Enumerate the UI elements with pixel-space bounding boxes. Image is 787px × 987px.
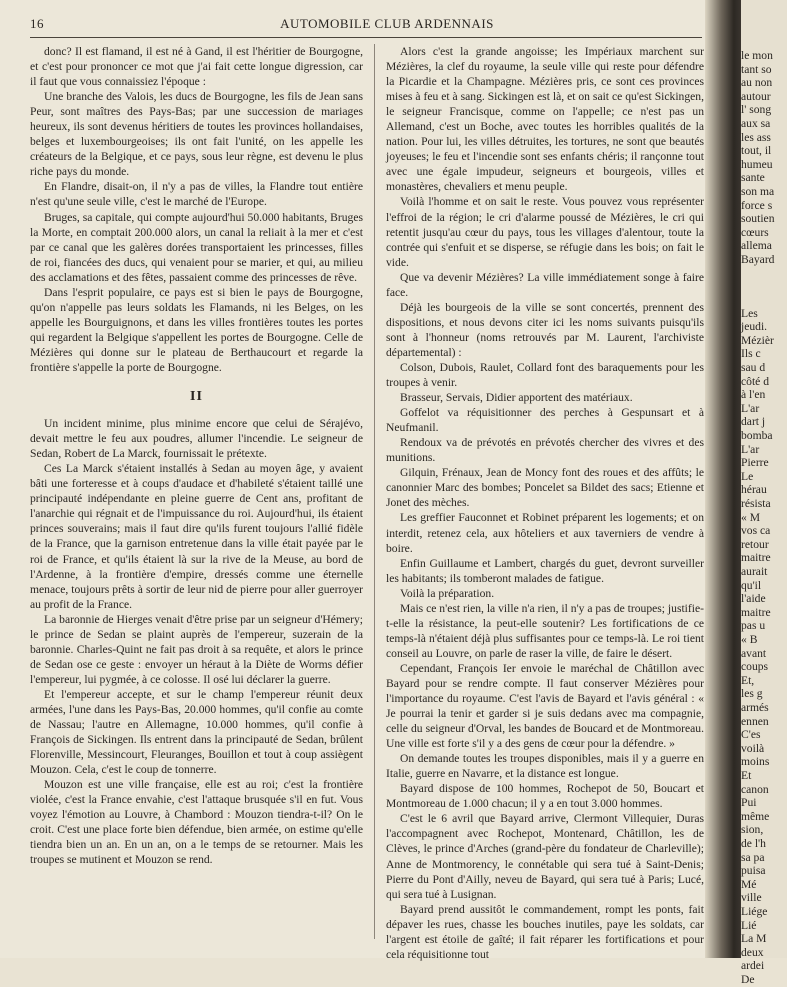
facing-page-fragment: « M xyxy=(741,510,761,524)
facing-page-fragment: son ma xyxy=(741,185,775,198)
facing-page-fragment: Bayard xyxy=(741,253,775,266)
facing-page-fragment: pas u xyxy=(741,619,766,633)
facing-page-fragment: L'ar xyxy=(741,401,760,415)
facing-page-fragment: même xyxy=(741,809,770,823)
facing-page-fragment: armés xyxy=(741,701,769,714)
paragraph: Dans l'esprit populaire, ce pays est si bien le pays de Bourgogne, qu'on n'appelle pas leurs soldats les Flamands, ni les Belges, on les appelle les Bourguignons, et dans les villes frontières toutes les portes qui regardent la Belgique s'appellent les portes de Bourgogne. Celle de Mézières qui donne sur le plateau de Berthaucourt et regarde la frontière s'appelle la porte de Bourgogne. xyxy=(30,285,363,374)
facing-page-fragment: dart j xyxy=(741,415,766,429)
facing-page-fragment: côté d xyxy=(741,374,770,388)
facing-page-fragment: moins xyxy=(741,755,770,769)
facing-page-fragment: puisa xyxy=(741,864,766,878)
facing-page-fragment: cœurs xyxy=(741,225,769,239)
paragraph: donc? Il est flamand, il est né à Gand, il est l'héritier de Bourgogne, et c'est pour prononcer ce mot que j'ai fait cette longue digression, car il faut que vous connaissiez l'époque : xyxy=(30,45,363,89)
facing-page-fragment: jeudi. xyxy=(741,320,768,334)
facing-page-fragment: voilà xyxy=(741,741,765,755)
paragraph: Cependant, François Ier envoie le maréchal de Châtillon avec Bayard pour se rendre compte. Il faut conserver Mézières pour l'importance du royaume. C'est l'avis de Bayard et l'avis général : « Je pourrai la tenir et garder si je suis dedans avec ma compagnie, celle du seigneur d'Orval, les bandes de Boucard et de Montmoreau. Une ville est forte s'il y a des gens de cœur pour la défendre. » xyxy=(386,661,704,751)
facing-page-fragment: sau d xyxy=(741,361,766,374)
facing-page-fragment: les g xyxy=(741,687,763,701)
paragraph: Déjà les bourgeois de la ville se sont concertés, prennent des dispositions, et nous devons citer ici les noms suivants puisqu'ils sont à l'honneur (noms retrouvés par M. Laurent, l'archiviste départemental) : xyxy=(386,300,704,359)
paragraph: Gilquin, Frénaux, Jean de Moncy font des roues et des affûts; le canonnier Marc des bombes; Poncelet sa Bildet des sacs; Etienne et Jonet des mèches. xyxy=(386,466,704,510)
facing-page-fragment: Le xyxy=(741,469,754,483)
facing-page-fragment: l' song xyxy=(741,103,772,117)
paragraph: Que va devenir Mézières? La ville immédiatement songe à faire face. xyxy=(386,270,704,299)
facing-page-fragment: humeu xyxy=(741,157,773,171)
paragraph: Brasseur, Servais, Didier apportent des matériaux. xyxy=(400,391,633,405)
paragraph: On demande toutes les troupes disponibles, mais il y a guerre en Italie, guerre en Navarre, et la distance est longue. xyxy=(386,752,704,781)
paragraph: Bayard prend aussitôt le commandement, rompt les ponts, fait dépaver les rues, chasse les bouches inutiles, paye les soldats, car l'argent est étoile de gaîté; il fait réparer les fortifications et pour cela réquisitionne tout xyxy=(386,902,704,961)
facing-page-fragment: tout, il xyxy=(741,144,772,158)
facing-page-fragment: maitre xyxy=(741,605,771,619)
column-divider xyxy=(374,44,375,939)
paragraph: Enfin Guillaume et Lambert, chargés du guet, devront surveiller les habitants; ils tomberont malades de fatigue. xyxy=(386,556,704,585)
paragraph: Bayard dispose de 100 hommes, Rochepot de 50, Boucart et Montmoreau de 1.000 chacun; il y a en tout 3.000 hommes. xyxy=(386,782,704,811)
paragraph: Voilà la préparation. xyxy=(400,586,495,600)
facing-page-fragment: La M xyxy=(741,932,767,946)
running-title: AUTOMOBILE CLUB ARDENNAIS xyxy=(280,16,494,31)
page-number: 16 xyxy=(30,16,44,31)
facing-page-fragment: Ils c xyxy=(741,347,761,361)
facing-page-fragment: coups xyxy=(741,660,769,674)
paragraph: Les greffier Fauconnet et Robinet préparent les logements; et on interdit, retenez cela, aux hôteliers et aux taverniers de vendre à boire. xyxy=(386,511,704,555)
right-column xyxy=(386,44,704,961)
facing-page-fragment: avant xyxy=(741,646,767,660)
paragraph: Ces La Marck s'étaient installés à Sedan au moyen âge, y avaient bâti une forteresse et à coups d'audace et d'habileté s'étaient taillé une principauté indépendante en pleine guerre de Cent ans, profitant de l'anarchie qui régnait et de l'impuissance du roi. Aujourd'hui, ils étaient princes souverains; mais il faut dire qu'ils furent toujours l'allié fidèle de la France, que la garnison entretenue dans la ville était payée par le roi de France, et qu'ils étaient là sur la rive de la Meuse, au bord de l'Ardenne, à la frontière d'empire, dressés comme une éternelle menace, toujours prêts à sortir de leur nid de pierre pour aller guerroyer au profit de la France. xyxy=(30,462,363,611)
facing-page-fragment: maitre xyxy=(741,551,771,565)
facing-page-fragment: Mézièr xyxy=(741,333,774,347)
facing-page-fragment: « B xyxy=(741,633,758,646)
left-column xyxy=(30,44,363,944)
facing-page-fragment: aurait xyxy=(741,565,768,578)
facing-page-fragment: De xyxy=(741,973,755,986)
paragraph: Une branche des Valois, les ducs de Bourgogne, les fils de Jean sans Peur, sont maîtres des Pays-Bas; par une succession de mariages heureux, ils sont devenus héritiers de toutes les provinces hollandaises, belges et luxembourgeoises; ils ont fait l'unité, on les appelle les créateurs de la Belgique, et ce pays, sous leur règne, est devenu le plus riche pays du monde. xyxy=(30,90,363,179)
facing-page-fragment: retour xyxy=(741,537,769,551)
facing-page-fragment: hérau xyxy=(741,483,767,497)
facing-page-fragment: de l'h xyxy=(741,837,766,850)
facing-page-fragment: résista xyxy=(741,497,771,510)
paragraph: Mouzon est une ville française, elle est au roi; c'est la frontière violée, c'est la France envahie, c'est l'attaque brusquée s'il en fut. Vous voyez l'émotion au Louvre, à Chambord : Mouzon tiendra-t-il? On le croit. C'est une place forte bien défendue, bien armée, on estime qu'elle tiendra bien un an. En un an, on a le temps de se retourner. Mais les troupes se mutinent et Mouzon se rend. xyxy=(30,778,363,867)
facing-page-fragment: deux xyxy=(741,945,764,959)
facing-page-fragment: force s xyxy=(741,198,773,212)
paragraph: C'est le 6 avril que Bayard arrive, Clermont Villequier, Duras l'accompagnent avec Rochepot, Montenard, Châtillon, les de Clèves, le prince d'Arches (grand-père du fondateur de Charleville); Anne de Montmorency, le connétable qui sera tué à Saint-Denis; Pierre du Pont d'Ailly, neveu de Bayard, qui sera tué à Paris; Lucé, qui sera tué à Lusignan. xyxy=(386,812,704,901)
facing-page-fragment: Et, xyxy=(741,673,755,687)
paragraph: Bruges, sa capitale, qui compte aujourd'hui 50.000 habitants, Bruges la Morte, en comptait 200.000 alors, un canal la reliait à la mer et c'est par ce canal que les galères dorées transportaient les princesses, filles de roi, fiancées des ducs, qui venaient pour se marier, et qui, au milieu des acclamations et des fêtes, passaient comme des princesses de rêve. xyxy=(30,210,363,284)
paragraph: En Flandre, disait-on, il n'y a pas de villes, la Flandre tout entière n'est qu'une seule ville, c'est le marché de l'Europe. xyxy=(30,180,363,209)
facing-page-fragment: bomba xyxy=(741,429,773,442)
facing-page-fragment: tant so xyxy=(741,62,772,76)
paragraph: Et l'empereur accepte, et sur le champ l'empereur réunit deux armées, l'une dans les Pays-Bas, 20.000 hommes, qu'il confie au comte de Nassau; l'autre en Allemagne, 10.000 hommes, qu'il confie à François de Sickingen. Ils entrent dans la principauté de Sedan, brûlent Florenville, Messincourt, Fleuranges, Bouillon et tout à coup assiègent Mouzon. Cela, c'est le coup de tonnerre. xyxy=(30,687,363,777)
facing-page-fragment: Et xyxy=(741,769,752,782)
paragraph: Colson, Dubois, Raulet, Collard font des baraquements pour les troupes à venir. xyxy=(386,360,704,390)
page-header xyxy=(30,16,704,34)
facing-page-fragment: vos ca xyxy=(741,524,771,538)
facing-page-fragment: ennen xyxy=(741,714,769,728)
facing-page-fragment: Liége xyxy=(741,905,768,918)
facing-page-fragment: sa pa xyxy=(741,850,765,864)
facing-page-fragment: ardei xyxy=(741,959,765,973)
facing-page-fragment: allema xyxy=(741,239,772,253)
facing-page-fragment: qu'il xyxy=(741,578,762,592)
facing-page-fragment: à l'en xyxy=(741,388,766,402)
header-rule xyxy=(30,37,702,38)
facing-page-fragment: C'es xyxy=(741,728,761,742)
facing-page-fragment: canon xyxy=(741,782,769,796)
paragraph: Voilà l'homme et on sait le reste. Vous pouvez vous représenter l'effroi de la région; le cri d'alarme poussé de Mézières, le cri qui retentit jusqu'au cœur du pays, tous les villages d'alentour, toute la contrée qui s'enfuit et se disperse, se réfugie dans les bois; on fait le vide. xyxy=(386,195,704,269)
facing-page-fragment: sion, xyxy=(741,823,764,837)
facing-page-fragment: l'aide xyxy=(741,592,766,606)
facing-page-fragment: soutien xyxy=(741,212,775,226)
paragraph: La baronnie de Hierges venait d'être prise par un seigneur d'Hémery; le prince de Sedan se plaint auprès de l'empereur, suzerain de la baronnie. Charles-Quint ne fait pas droit à sa requête, et alors le prince de Sedan ose ce geste : envoyer un héraut à la Diète de Worms défier l'empereur, lui pygmée, à ce colosse. Il osé lui déclarer la guerre. xyxy=(30,612,363,686)
paragraph: Mais ce n'est rien, la ville n'a rien, il n'y a pas de troupes; justifie-t-elle la résistance, la peut-elle soutenir? Les fortifications de ce temps-là n'étaient déjà plus suffisantes pour ce temps-là. Le roi tient conseil au Louvre, on parle de raser la ville, de faire le désert. xyxy=(386,601,704,660)
facing-page-fragment: aux sa xyxy=(741,117,771,130)
facing-page-fragment: les ass xyxy=(741,130,771,144)
facing-page-edge xyxy=(741,0,787,986)
facing-page-fragment: Les xyxy=(741,306,758,320)
facing-page-fragment: Lié xyxy=(741,918,757,932)
paragraph: Rendoux va de prévotés en prévotés chercher des vivres et des munitions. xyxy=(386,436,704,465)
facing-page-fragment: Mé xyxy=(741,877,757,891)
facing-page-fragment: autour xyxy=(741,89,771,103)
facing-page-fragment: ville xyxy=(741,891,762,905)
paragraph: Alors c'est la grande angoisse; les Impériaux marchent sur Mézières, la clef du royaume, la seule ville qui reste pour défendre la Picardie et la Champagne. Mézières pris, ce sont ces provinces mises à feu et à sang. Sickingen est là, et on sait ce qu'est Sickingen, le seigneur Francisque, comme on l'appelle; ce n'est pas un Allemand, c'est un Boche, avec toutes les horribles qualités de la nation. Pour lui, les villes détruites, les tortures, ne sont que beautés joyeuses; le feu et l'incendie sont ses enfants chéris; il rançonne tout avec une égale impudeur, seigneurs et bourgeois, villes et monastères, chevaliers et menu peuple. xyxy=(386,45,704,194)
section-heading: II xyxy=(190,389,203,405)
facing-page-fragment: au non xyxy=(741,76,773,90)
facing-page-fragment: sante xyxy=(741,171,765,185)
facing-page-fragment: Pui xyxy=(741,796,757,810)
facing-page-fragment: Pierre xyxy=(741,456,769,470)
paragraph: Goffelot va réquisitionner des perches à Gespunsart et à Neufmanil. xyxy=(386,406,704,435)
facing-page-fragment: le mon xyxy=(741,49,773,62)
facing-page-fragment: L'ar xyxy=(741,442,760,456)
book-gutter-shadow xyxy=(705,0,741,958)
paragraph: Un incident minime, plus minime encore que celui de Sérajévo, devait mettre le feu aux poudres, allumer l'incendie. Le seigneur de Sedan, Robert de La Marck, fournissait le prétexte. xyxy=(30,417,363,461)
